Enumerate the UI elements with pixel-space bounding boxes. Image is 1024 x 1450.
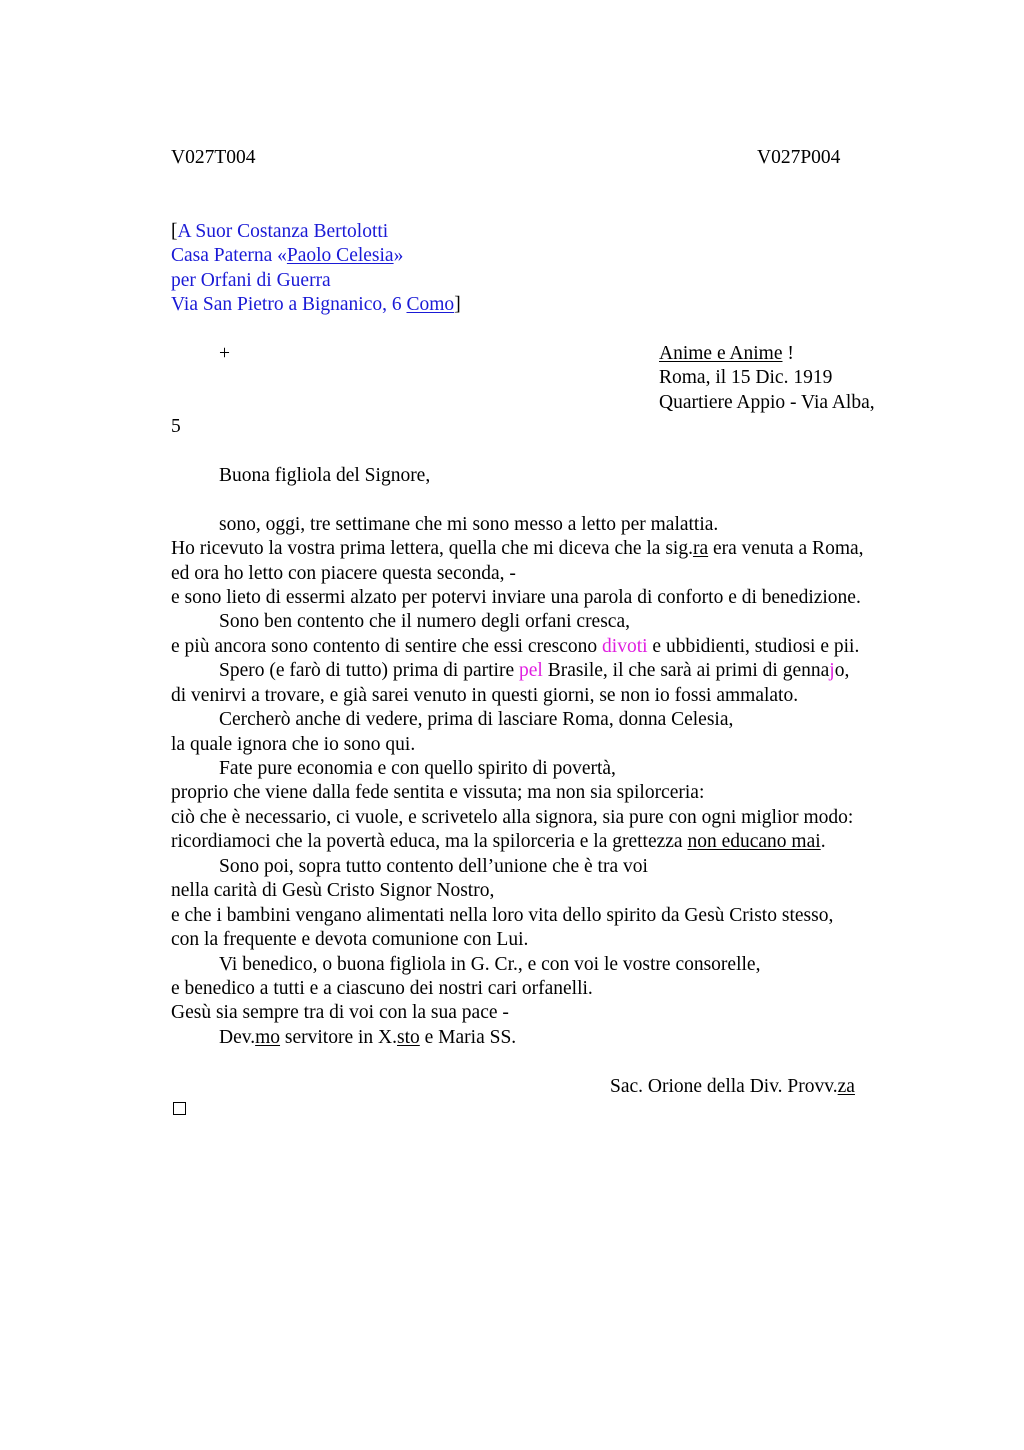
body-line: con la frequente e devota comunione con Lui. <box>171 929 529 950</box>
body-line: di venirvi a trovare, e già sarei venuto in questi giorni, se non io fossi ammalato. <box>171 685 799 706</box>
body-line: Ho ricevuto la vostra prima lettera, quella che mi diceva che la sig.ra era venuta a Roma, <box>171 538 864 559</box>
body-line: ciò che è necessario, ci vuole, e scrivetelo alla signora, sia pure con ogni miglior modo: <box>171 807 854 828</box>
body-line: e che i bambini vengano alimentati nella loro vita dello spirito da Gesù Cristo stesso, <box>171 905 834 926</box>
end-square-icon <box>173 1102 186 1115</box>
body-line: e sono lieto di essermi alzato per potervi inviare una parola di conforto e di benedizione. <box>171 587 861 608</box>
body-line: ed ora ho letto con piacere questa seconda, - <box>171 563 516 584</box>
signature: Sac. Orione della Div. Provv.za <box>610 1076 855 1097</box>
recipient-line-3: per Orfani di Guerra <box>171 270 331 291</box>
body-line: Fate pure economia e con quello spirito di povertà, <box>219 758 616 779</box>
recipient-line-1: [A Suor Costanza Bertolotti <box>171 221 389 242</box>
body-line: ricordiamoci che la povertà educa, ma la spilorceria e la grettezza non educano mai. <box>171 831 826 852</box>
body-line: la quale ignora che io sono qui. <box>171 734 416 755</box>
body-line: sono, oggi, tre settimane che mi sono messo a letto per malattia. <box>219 514 719 535</box>
volume-text-code: V027T004 <box>171 147 256 168</box>
sender-address-number: 5 <box>171 416 181 437</box>
sender-address: Quartiere Appio - Via Alba, <box>659 392 875 413</box>
variant-word: pel <box>518 660 543 681</box>
letter-date: Roma, il 15 Dic. 1919 <box>659 367 833 388</box>
body-line: Spero (e farò di tutto) prima di partire pel Brasile, il che sarà ai primi di gennajo, <box>219 660 850 681</box>
variant-letter: j <box>829 660 835 681</box>
body-line: proprio che viene dalla fede sentita e vissuta; ma non sia spilorceria: <box>171 782 705 803</box>
body-line: Sono poi, sopra tutto contento dell’unione che è tra voi <box>219 856 648 877</box>
body-line: Sono ben contento che il numero degli orfani cresca, <box>219 611 630 632</box>
salutation: Buona figliola del Signore, <box>219 465 431 486</box>
body-line: nella carità di Gesù Cristo Signor Nostro, <box>171 880 495 901</box>
motto: Anime e Anime ! <box>659 343 794 364</box>
recipient-line-4: Via San Pietro a Bignanico, 6 Como] <box>171 294 461 315</box>
cross-symbol: + <box>219 343 230 364</box>
body-line: Gesù sia sempre tra di voi con la sua pace - <box>171 1002 509 1023</box>
body-line: e benedico a tutti e a ciascuno dei nostri cari orfanelli. <box>171 978 593 999</box>
body-line: e più ancora sono contento di sentire che essi crescono divoti e ubbidienti, studiosi e pii. <box>171 636 860 657</box>
volume-page-code: V027P004 <box>757 147 841 168</box>
body-line: Cercherò anche di vedere, prima di lasciare Roma, donna Celesia, <box>219 709 734 730</box>
closing-line: Dev.mo servitore in X.sto e Maria SS. <box>219 1027 517 1048</box>
variant-word: divoti <box>602 636 648 657</box>
recipient-line-2: Casa Paterna «Paolo Celesia» <box>171 245 404 266</box>
body-line: Vi benedico, o buona figliola in G. Cr., e con voi le vostre consorelle, <box>219 954 761 975</box>
